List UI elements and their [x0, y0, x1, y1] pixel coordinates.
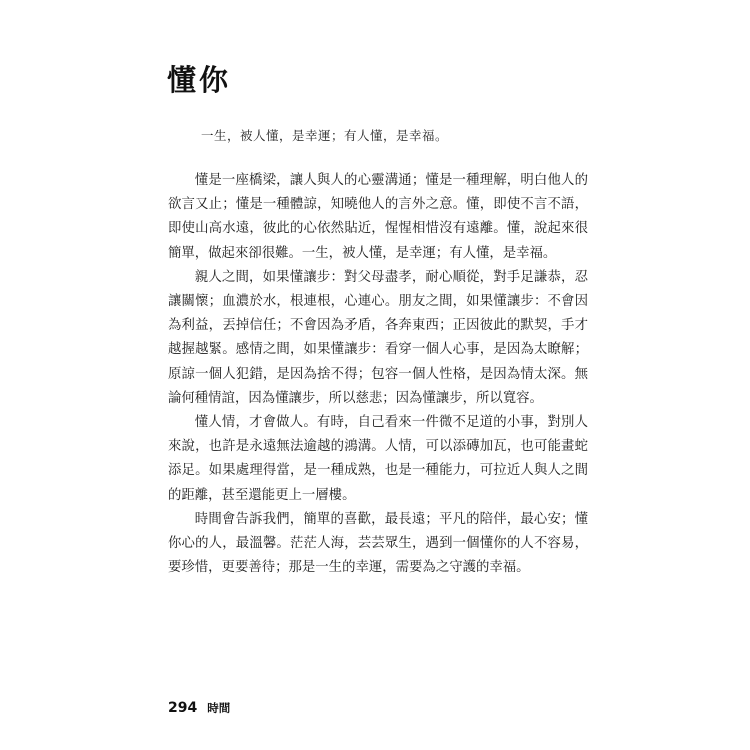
paragraph: 時間會告訴我們，簡單的喜歡，最長遠；平凡的陪伴，最心安；懂你心的人，最溫馨。茫茫人海，芸芸眾生，遇到一個懂你的人不容易，要珍惜，更要善待；那是一生的幸運，需要為之守護的幸福。 — [168, 511, 588, 576]
paragraph: 懂人情，才會做人。有時，自己看來一件微不足道的小事，對別人來說，也許是永遠無法逾越的鴻溝。人情，可以添磚加瓦，也可能畫蛇添足。如果處理得當，是一種成熟，也是一種能力，可拉近人與人之間的距離，甚至還能更上一層樓。 — [168, 415, 588, 503]
section-name: 時間 — [207, 701, 231, 715]
article-body — [168, 169, 588, 580]
page-number: 294 — [168, 700, 198, 716]
page-title: 懂你 — [167, 63, 232, 97]
epigraph: 一生，被人懂，是幸運；有人懂，是幸福。 — [201, 128, 449, 143]
paragraph: 懂是一座橋梁，讓人與人的心靈溝通；懂是一種理解，明白他人的欲言又止；懂是一種體諒，知曉他人的言外之意。懂，即使不言不語，即使山高水遠，彼此的心依然貼近，惺惺相惜沒有遠離。懂，說起來很簡單，做起來卻很難。一生，被人懂，是幸運；有人懂，是幸福。 — [168, 173, 588, 261]
paragraph: 親人之間，如果懂讓步：對父母盡孝，耐心順從，對手足謙恭，忍讓關懷；血濃於水，根連根，心連心。朋友之間，如果懂讓步：不會因為利益，丟掉信任；不會因為矛盾，各奔東西；正因彼此的默契，手才越握越緊。感情之間，如果懂讓步：看穿一個人心事，是因為太瞭解；原諒一個人犯錯，是因為捨不得；包容一個人性格，是因為情太深。無論何種情誼，因為懂讓步，所以慈悲；因為懂讓步，所以寬容。 — [168, 269, 588, 406]
page-footer — [168, 700, 230, 716]
